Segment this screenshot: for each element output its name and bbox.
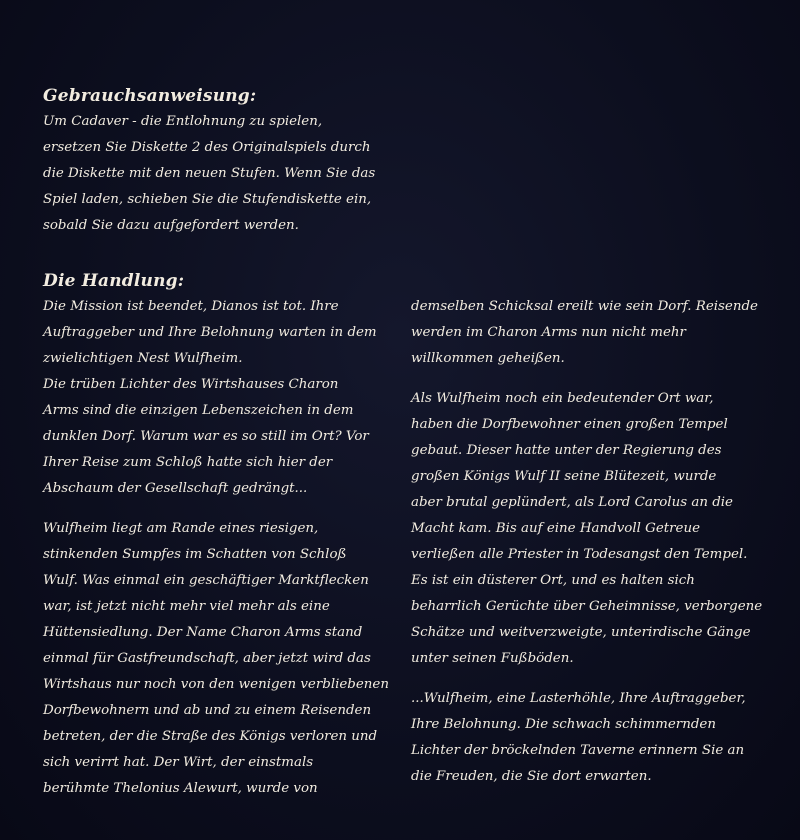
text-line: die Freuden, die Sie dort erwarten. xyxy=(411,769,652,784)
text-line: einmal für Gastfreundschaft, aber jetzt wird das xyxy=(43,651,371,666)
text-line: betreten, der die Straße des Königs verloren und xyxy=(43,729,378,744)
text-line: ...Wulfheim, eine Lasterhöhle, Ihre Auftraggeber, xyxy=(411,691,746,706)
text-line: war, ist jetzt nicht mehr viel mehr als eine xyxy=(43,599,330,614)
text-line: sobald Sie dazu aufgefordert werden. xyxy=(43,218,299,233)
paragraph-gap xyxy=(43,502,388,516)
text-line: Als Wulfheim noch ein bedeutender Ort war, xyxy=(411,391,714,406)
text-line: Es ist ein düsterer Ort, und es halten sich xyxy=(411,573,695,588)
text-line: sich verirrt hat. Der Wirt, der einstmals xyxy=(43,755,314,770)
text-line: Um Cadaver - die Entlohnung zu spielen, xyxy=(43,114,323,129)
text-line: Lichter der bröckelnden Taverne erinnern Sie an xyxy=(411,743,745,758)
story-right-column xyxy=(411,294,771,790)
text-line: Macht kam. Bis auf eine Handvoll Getreue xyxy=(411,521,701,536)
text-line: die Diskette mit den neuen Stufen. Wenn Sie das xyxy=(43,166,376,181)
text-line: Dorfbewohnern und ab und zu einem Reisenden xyxy=(43,703,372,718)
text-line: verließen alle Priester in Todesangst den Tempel. xyxy=(411,547,748,562)
text-line: Schätze und weitverzweigte, unterirdische Gänge xyxy=(411,625,751,640)
text-line: Die Mission ist beendet, Dianos ist tot. Ihre xyxy=(43,299,339,314)
text-line: ersetzen Sie Diskette 2 des Originalspiels durch xyxy=(43,140,371,155)
text-line: Abschaum der Gesellschaft gedrängt... xyxy=(43,481,308,496)
text-line: beharrlich Gerüchte über Geheimnisse, verborgene xyxy=(411,599,763,614)
text-line: zwielichtigen Nest Wulfheim. xyxy=(43,351,243,366)
text-line: Wulf. Was einmal ein geschäftiger Marktflecken xyxy=(43,573,369,588)
text-line: dunklen Dorf. Warum war es so still im Ort? Vor xyxy=(43,429,369,444)
text-line: Auftraggeber und Ihre Belohnung warten in dem xyxy=(43,325,377,340)
paragraph-gap xyxy=(411,372,771,386)
text-line: Wirtshaus nur noch von den wenigen verbliebenen xyxy=(43,677,389,692)
text-line: berühmte Thelonius Alewurt, wurde von xyxy=(43,781,318,796)
text-line: unter seinen Fußböden. xyxy=(411,651,574,666)
instructions-heading: Gebrauchsanweisung: xyxy=(43,86,257,106)
text-line: großen Königs Wulf II seine Blütezeit, wurde xyxy=(411,469,717,484)
text-line: willkommen geheißen. xyxy=(411,351,565,366)
text-line: werden im Charon Arms nun nicht mehr xyxy=(411,325,686,340)
text-line: Die trüben Lichter des Wirtshauses Charon xyxy=(43,377,339,392)
story-heading: Die Handlung: xyxy=(43,271,185,291)
text-line: Spiel laden, schieben Sie die Stufendiskette ein, xyxy=(43,192,372,207)
instructions-text xyxy=(43,109,375,239)
paragraph-gap xyxy=(411,672,771,686)
text-line: aber brutal geplündert, als Lord Carolus an die xyxy=(411,495,733,510)
text-line: Arms sind die einzigen Lebenszeichen in dem xyxy=(43,403,354,418)
text-line: Ihre Belohnung. Die schwach schimmernden xyxy=(411,717,716,732)
text-line: demselben Schicksal ereilt wie sein Dorf. Reisende xyxy=(411,299,758,314)
text-line: Wulfheim liegt am Rande eines riesigen, xyxy=(43,521,319,536)
text-line: stinkenden Sumpfes im Schatten von Schloß xyxy=(43,547,347,562)
text-line: Ihrer Reise zum Schloß hatte sich hier der xyxy=(43,455,333,470)
story-left-column xyxy=(43,294,388,802)
text-line: haben die Dorfbewohner einen großen Tempel xyxy=(411,417,728,432)
text-line: Hüttensiedlung. Der Name Charon Arms stand xyxy=(43,625,363,640)
text-line: gebaut. Dieser hatte unter der Regierung des xyxy=(411,443,722,458)
